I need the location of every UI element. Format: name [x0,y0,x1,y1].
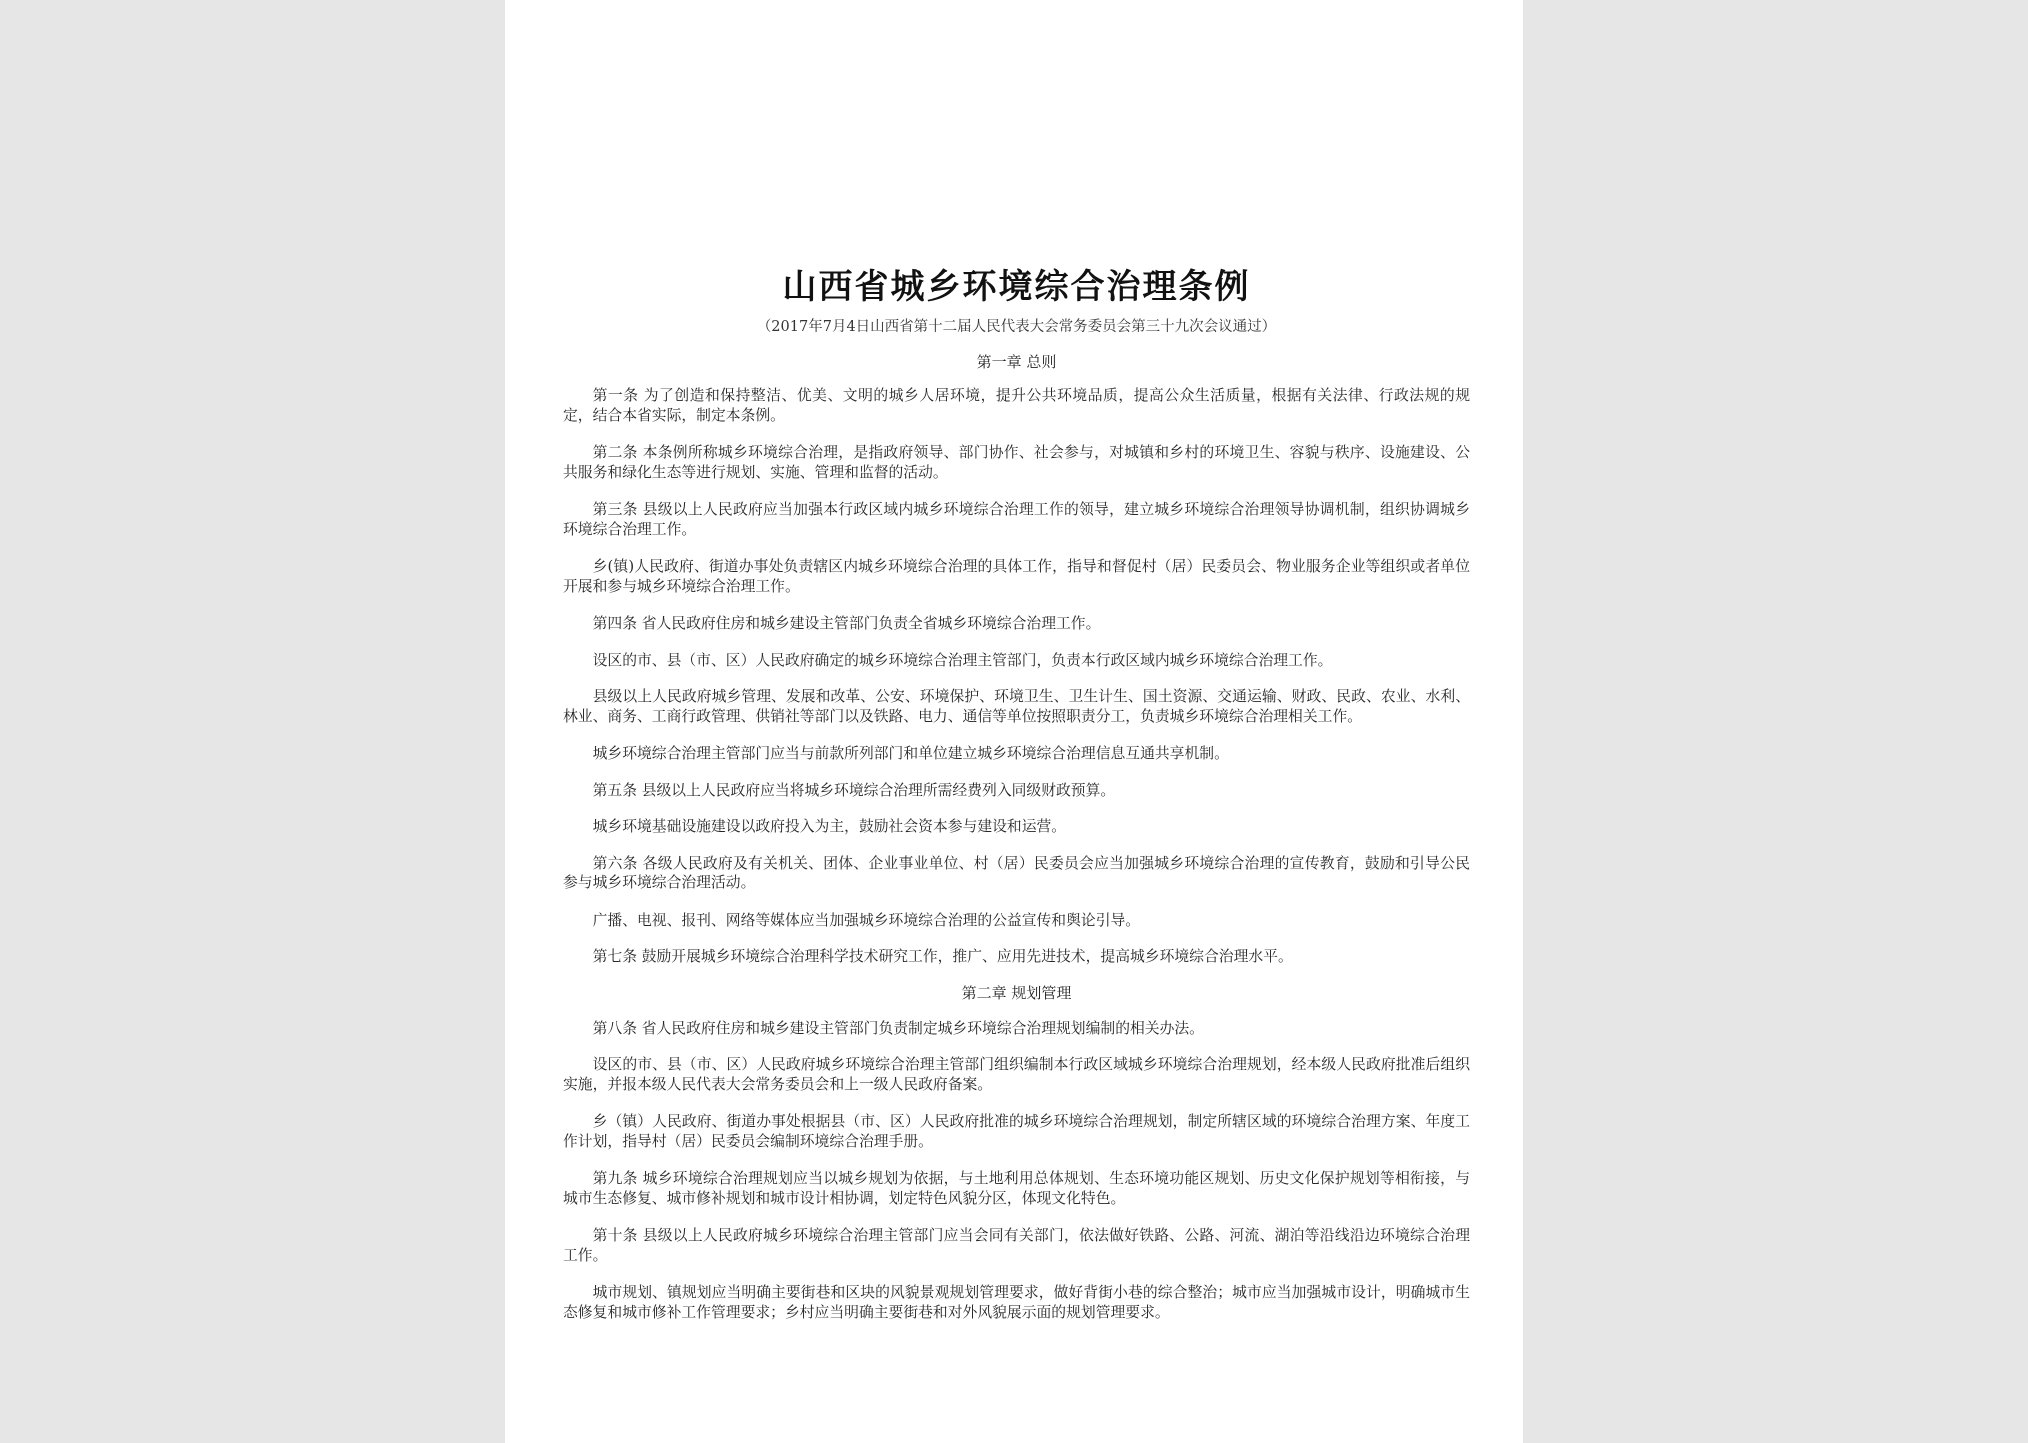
article-4: 第四条 省人民政府住房和城乡建设主管部门负责全省城乡环境综合治理工作。 [592,615,1101,632]
article-9: 第九条 城乡环境综合治理规划应当以城乡规划为依据，与土地利用总体规划、生态环境功能区规划、历史文化保护规划等相衔接，与城市生态修复、城市修补规划和城市设计相协调，划定特色风貌分区，体现文化特色。 [563,1170,1470,1207]
article-3-clause-2: 乡(镇)人民政府、街道办事处负责辖区内城乡环境综合治理的具体工作，指导和督促村（居）民委员会、物业服务企业等组织或者单位开展和参与城乡环境综合治理工作。 [563,558,1470,595]
chapter-heading-1: 第一章 总则 [976,353,1057,371]
article-6-clause-2: 广播、电视、报刊、网络等媒体应当加强城乡环境综合治理的公益宣传和舆论引导。 [592,911,1141,929]
article-8-clause-2: 设区的市、县（市、区）人民政府城乡环境综合治理主管部门组织编制本行政区域城乡环境综合治理规划，经本级人民政府批准后组织实施，并报本级人民代表大会常务委员会和上一级人民政府备案。 [563,1056,1470,1093]
chapter-heading-2: 第二章 规划管理 [961,983,1072,1002]
article-1: 第一条 为了创造和保持整洁、优美、文明的城乡人居环境，提升公共环境品质，提高公众生活质量，根据有关法律、行政法规的规定，结合本省实际，制定本条例。 [563,387,1470,424]
article-10-clause-2: 城市规划、镇规划应当明确主要街巷和区块的风貌景观规划管理要求，做好背街小巷的综合整治；城市应当加强城市设计，明确城市生态修复和城市修补工作管理要求；乡村应当明确主要街巷和对外风貌展示面的规划管理要求。 [563,1284,1470,1321]
article-4-clause-3: 县级以上人民政府城乡管理、发展和改革、公安、环境保护、环境卫生、卫生计生、国土资源、交通运输、财政、民政、农业、水利、林业、商务、工商行政管理、供销社等部门以及铁路、电力、通信等单位按照职责分工，负责城乡环境综合治理相关工作。 [563,688,1470,725]
article-8-clause-3: 乡（镇）人民政府、街道办事处根据县（市、区）人民政府批准的城乡环境综合治理规划，制定所辖区域的环境综合治理方案、年度工作计划，指导村（居）民委员会编制环境综合治理手册。 [563,1113,1470,1150]
article-8: 第八条 省人民政府住房和城乡建设主管部门负责制定城乡环境综合治理规划编制的相关办法。 [592,1019,1204,1037]
page-content [563,265,1470,1340]
document-page [505,0,1523,1443]
article-6: 第六条 各级人民政府及有关机关、团体、企业事业单位、村（居）民委员会应当加强城乡环境综合治理的宣传教育，鼓励和引导公民参与城乡环境综合治理活动。 [563,854,1470,891]
article-3: 第三条 县级以上人民政府应当加强本行政区域内城乡环境综合治理工作的领导，建立城乡环境综合治理领导协调机制，组织协调城乡环境综合治理工作。 [563,501,1470,538]
article-5-clause-2: 城乡环境基础设施建设以政府投入为主，鼓励社会资本参与建设和运营。 [592,818,1067,835]
article-2: 第二条 本条例所称城乡环境综合治理，是指政府领导、部门协作、社会参与，对城镇和乡村的环境卫生、容貌与秩序、设施建设、公共服务和绿化生态等进行规划、实施、管理和监督的活动。 [563,444,1470,481]
article-5: 第五条 县级以上人民政府应当将城乡环境综合治理所需经费列入同级财政预算。 [592,781,1116,799]
document-subtitle: （2017年7月4日山西省第十二届人民代表大会常务委员会第三十九次会议通过） [756,319,1277,335]
article-4-clause-4: 城乡环境综合治理主管部门应当与前款所列部门和单位建立城乡环境综合治理信息互通共享机制。 [592,745,1229,762]
article-4-clause-2: 设区的市、县（市、区）人民政府确定的城乡环境综合治理主管部门，负责本行政区域内城乡环境综合治理工作。 [592,651,1333,669]
document-title: 山西省城乡环境综合治理条例 [782,267,1251,307]
article-10: 第十条 县级以上人民政府城乡环境综合治理主管部门应当会同有关部门，依法做好铁路、公路、河流、湖泊等沿线沿边环境综合治理工作。 [563,1227,1470,1264]
article-7: 第七条 鼓励开展城乡环境综合治理科学技术研究工作，推广、应用先进技术，提高城乡环境综合治理水平。 [592,948,1293,965]
